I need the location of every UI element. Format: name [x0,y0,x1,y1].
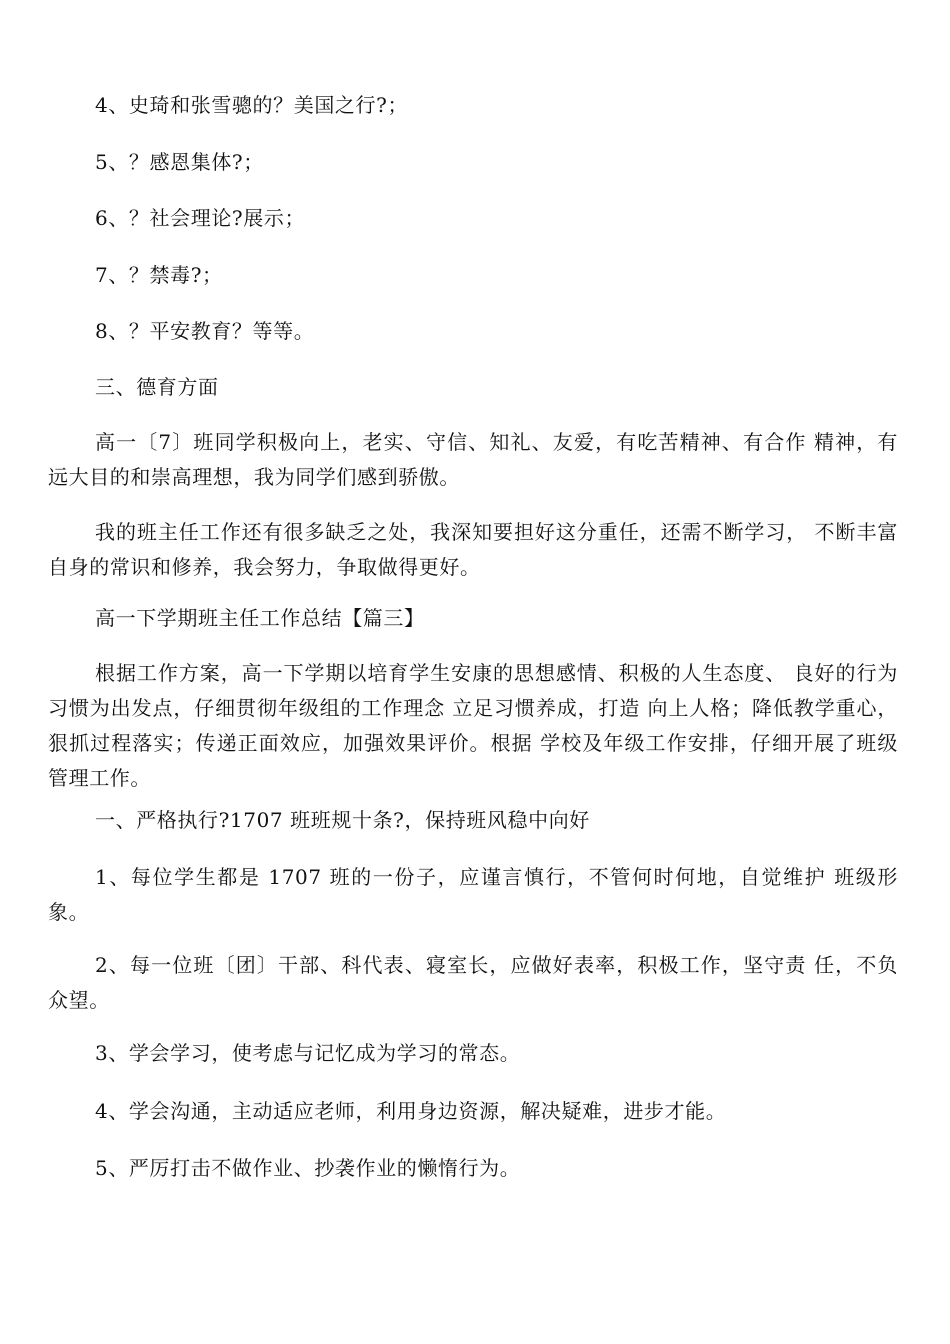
rule-item-5: 5、严厉打击不做作业、抄袭作业的懒惰行为。 [95,1156,521,1180]
rule-item-4: 4、学会沟通，主动适应老师，利用身边资源，解决疑难，进步才能。 [95,1099,727,1123]
paragraph-item-7-antidrug: 7、？禁毒?； [95,263,223,287]
rule-item-2: 2、每一位班〔团〕干部、科代表、寝室长，应做好表率，积极工作，坚守责 任，不负众望。 [48,953,898,1012]
paragraph-item-8-safety: 8、？平安教育？等等。 [95,319,315,343]
rule-item-3: 3、学会学习，使考虑与记忆成为学习的常态。 [95,1041,521,1065]
paragraph-item-6-social: 6、？社会理论?展示； [95,206,306,230]
rule-item-1: 1、每位学生都是 1707 班的一份子，应谨言慎行，不管何时何地，自觉维护 班级形象。 [48,865,898,924]
section-heading-class-rules: 一、严格执行?1707 班班规十条?，保持班风稳中向好 [95,808,590,832]
paragraph-self-reflection: 我的班主任工作还有很多缺乏之处，我深知要担好这分重任，还需不断学习， 不断丰富自身的常识和修养，我会努力，争取做得更好。 [48,520,898,579]
paragraph-item-5-gratitude: 5、？感恩集体?； [95,150,264,174]
paragraph-work-plan: 根据工作方案，高一下学期以培育学生安康的思想感情、积极的人生态度、 良好的行为习惯为出发点，仔细贯彻年级组的工作理念 立足习惯养成，打造 向上人格；降低教学重心，狠抓过程落实；传递正面效应，加强效果评价。根据 学校及年级工作安排，仔细开展了班级管理工作。 [48,661,898,790]
section-heading-moral: 三、德育方面 [95,375,219,399]
paragraph-class-praise: 高一〔7〕班同学积极向上，老实、守信、知礼、友爱，有吃苦精神、有合作 精神，有远大目的和崇高理想，我为同学们感到骄傲。 [48,430,898,489]
paragraph-item-4-trip: 4、史琦和张雪骢的？美国之行?； [95,93,409,117]
section-title-part-three: 高一下学期班主任工作总结【篇三】 [95,606,425,630]
